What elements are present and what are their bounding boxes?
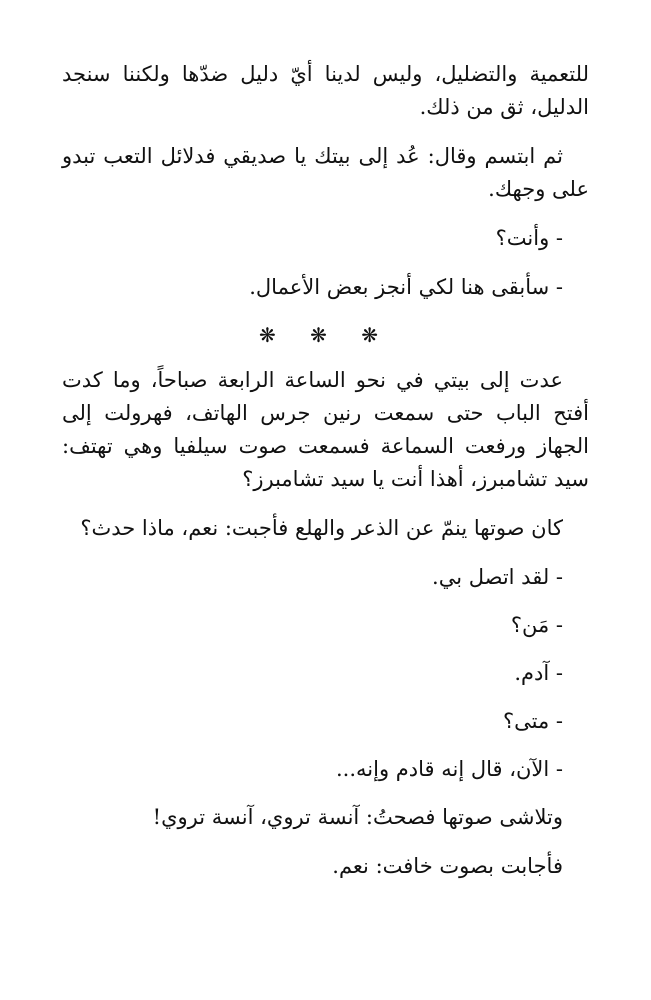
dialogue-line: - لقد اتصل بي. bbox=[432, 565, 563, 589]
book-page bbox=[62, 58, 589, 899]
dialogue-line: - سأبقى هنا لكي أنجز بعض الأعمال. bbox=[249, 275, 563, 299]
paragraph: عدت إلى بيتي في نحو الساعة الرابعة صباحاً، وما كدت أفتح الباب حتى سمعت رنين جرس الهاتف، فهرولت إلى الجهاز ورفعت السماعة فسمعت صوت سيلفيا وهي تهتف: سيد تشامبرز، أهذا أنت يا سيد تشامبرز؟ bbox=[62, 368, 589, 491]
paragraph: وتلاشى صوتها فصحتُ: آنسة تروي، آنسة تروي! bbox=[152, 805, 563, 829]
dialogue-line: - الآن، قال إنه قادم وإنه... bbox=[335, 757, 563, 781]
paragraph: فأجابت بصوت خافت: نعم. bbox=[332, 854, 563, 878]
section-separator: ❋ ❋ ❋ bbox=[259, 323, 392, 347]
dialogue-line: - وأنت؟ bbox=[495, 226, 563, 250]
paragraph: ثم ابتسم وقال: عُد إلى بيتك يا صديقي فدلائل التعب تبدو على وجهك. bbox=[62, 144, 589, 201]
paragraph-continuation: للتعمية والتضليل، وليس لدينا أيّ دليل ضدّها ولكننا سنجد الدليل، ثق من ذلك. bbox=[62, 62, 589, 119]
dialogue-line: - متى؟ bbox=[502, 709, 563, 733]
paragraph: كان صوتها ينمّ عن الذعر والهلع فأجبت: نعم، ماذا حدث؟ bbox=[80, 516, 563, 540]
dialogue-line: - آدم. bbox=[514, 661, 563, 685]
dialogue-line: - مَن؟ bbox=[510, 613, 563, 637]
